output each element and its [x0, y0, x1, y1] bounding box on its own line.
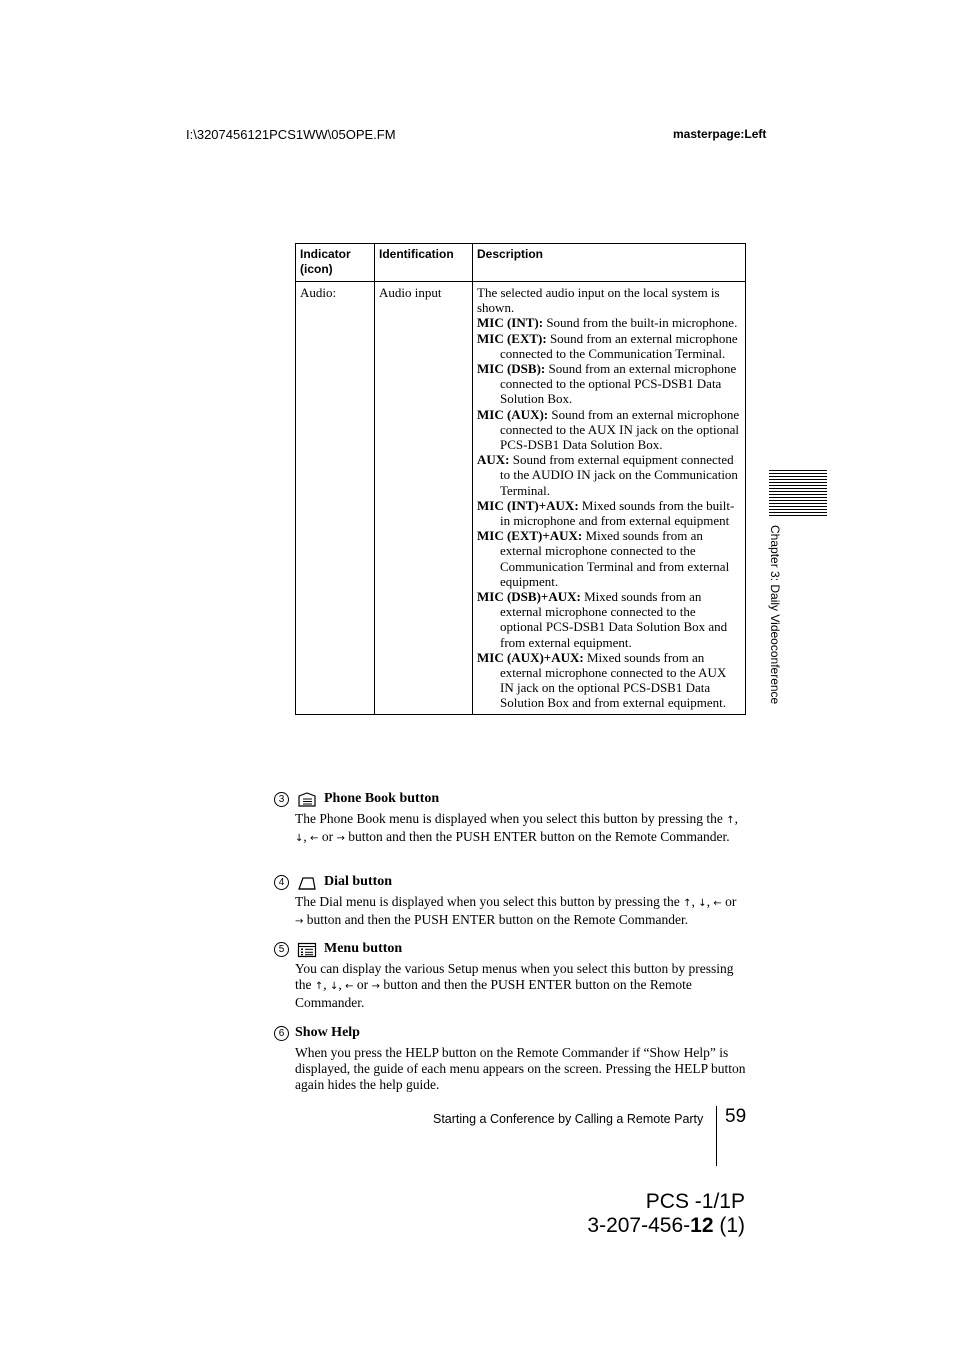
- option-text: Sound from external equipment connected to the AUDIO IN jack on the Communication Terminal.: [500, 452, 738, 498]
- indicator-table: [295, 243, 746, 715]
- option-item: [477, 589, 741, 650]
- option-text: Sound from an external microphone connected to the AUX IN jack on the optional PCS-DSB1 Data Solution Box.: [500, 406, 740, 453]
- dial-icon: [297, 875, 317, 891]
- down-arrow-icon: ↓: [295, 833, 304, 845]
- option-item: [477, 407, 741, 453]
- right-arrow-icon: →: [295, 916, 304, 928]
- section-title: Dial button: [324, 874, 393, 889]
- model-line-2: 3-207-456-12 (1): [587, 1214, 745, 1237]
- section-title: Show Help: [295, 1025, 360, 1040]
- up-arrow-icon: ↑: [683, 898, 692, 909]
- up-arrow-icon: ↑: [726, 815, 735, 826]
- down-arrow-icon: ↓: [698, 898, 707, 909]
- option-term: AUX:: [477, 452, 510, 468]
- section-title: Menu button: [324, 941, 403, 956]
- right-arrow-icon: →: [336, 833, 345, 845]
- option-term: MIC (INT)+AUX:: [477, 497, 579, 513]
- table-header-row: [296, 244, 746, 282]
- option-term: MIC (AUX):: [477, 406, 549, 422]
- option-term: MIC (INT):: [477, 315, 544, 331]
- cell-identification: Audio input: [375, 282, 473, 715]
- option-item: [477, 452, 741, 498]
- option-item: [477, 528, 741, 589]
- option-term: MIC (DSB)+AUX:: [477, 589, 581, 605]
- option-item: [477, 498, 741, 528]
- chapter-side-tab: Chapter 3: Daily Videoconference: [768, 525, 782, 705]
- section-body: When you press the HELP button on the Remote Commander if “Show Help” is displayed, the guide of each menu appears on the screen. Pressing the HELP button again hides the help guide.: [295, 1045, 746, 1093]
- option-text: Mixed sounds from an external microphone connected to the AUX IN jack on the optional PCS-DSB1 Data Solution Box and from external equipment.: [500, 649, 727, 711]
- left-arrow-icon: ←: [310, 833, 319, 845]
- option-item: [477, 361, 741, 407]
- option-text: Sound from an external microphone connected to the Communication Terminal.: [500, 330, 738, 361]
- col-header-identification: Identification: [375, 244, 473, 282]
- header-masterpage: masterpage:Left: [673, 127, 767, 141]
- header-file-path: I:\3207456121PCS1WW\05OPE.FM: [186, 127, 396, 142]
- option-term: MIC (DSB):: [477, 361, 546, 377]
- left-arrow-icon: ←: [345, 981, 354, 993]
- option-text: Mixed sounds from an external microphone connected to the optional PCS-DSB1 Data Solution Box and from external equipment.: [500, 589, 728, 650]
- down-arrow-icon: ↓: [330, 981, 339, 993]
- left-arrow-icon: ←: [713, 898, 722, 909]
- description-intro: The selected audio input on the local system is shown.: [477, 285, 720, 316]
- model-code: [587, 1190, 745, 1238]
- cell-indicator: Audio:: [296, 282, 375, 715]
- up-arrow-icon: ↑: [314, 981, 324, 993]
- option-item: [477, 331, 741, 361]
- section-body: The Dial menu is displayed when you select this button by pressing the ↑, ↓, ← or → button and then the PUSH ENTER button on the Remote Commander.: [295, 894, 737, 928]
- section-body: The Phone Book menu is displayed when you select this button by pressing the ↑, ↓, ← or → button and then the PUSH ENTER button on the Remote Commander.: [295, 811, 738, 845]
- section-number: 4: [274, 875, 289, 890]
- col-header-description: Description: [473, 244, 746, 282]
- section-show-help: [274, 1026, 746, 1094]
- section-phone-book: [274, 792, 746, 847]
- col-header-indicator: Indicator (icon): [296, 244, 375, 282]
- section-menu: [274, 942, 746, 1012]
- option-text: Sound from the built-in microphone.: [543, 315, 738, 331]
- option-term: MIC (AUX)+AUX:: [477, 649, 584, 665]
- section-body: You can display the various Setup menus when you select this button by pressing the ↑, ↓, ← or → button and then the PUSH ENTER button on the Remote Commander.: [295, 961, 734, 1011]
- footer-section-title: Starting a Conference by Calling a Remote Party: [433, 1112, 704, 1126]
- option-term: MIC (EXT):: [477, 330, 547, 346]
- option-item: [477, 650, 741, 711]
- option-text: Mixed sounds from an external microphone connected to the Communication Terminal and from external equipment.: [500, 528, 730, 589]
- option-text: Mixed sounds from the built-in microphone and from external equipment: [500, 497, 735, 529]
- table-row: [296, 282, 746, 715]
- menu-icon: [297, 942, 317, 958]
- section-number: 6: [274, 1026, 289, 1041]
- cell-description: [473, 282, 746, 715]
- right-arrow-icon: →: [371, 981, 380, 993]
- section-number: 3: [274, 792, 289, 807]
- section-number: 5: [274, 942, 289, 957]
- section-dial: [274, 875, 746, 930]
- footer-divider: [716, 1106, 717, 1166]
- chapter-tab-marker: [769, 470, 827, 518]
- model-line-1: PCS -1/1P: [645, 1190, 745, 1213]
- option-text: Sound from an external microphone connected to the optional PCS-DSB1 Data Solution Box.: [500, 361, 737, 407]
- phone-book-icon: [297, 792, 317, 808]
- section-title: Phone Book button: [324, 791, 440, 806]
- option-term: MIC (EXT)+AUX:: [477, 528, 583, 544]
- page-number: 59: [725, 1106, 747, 1127]
- option-item: [477, 315, 741, 330]
